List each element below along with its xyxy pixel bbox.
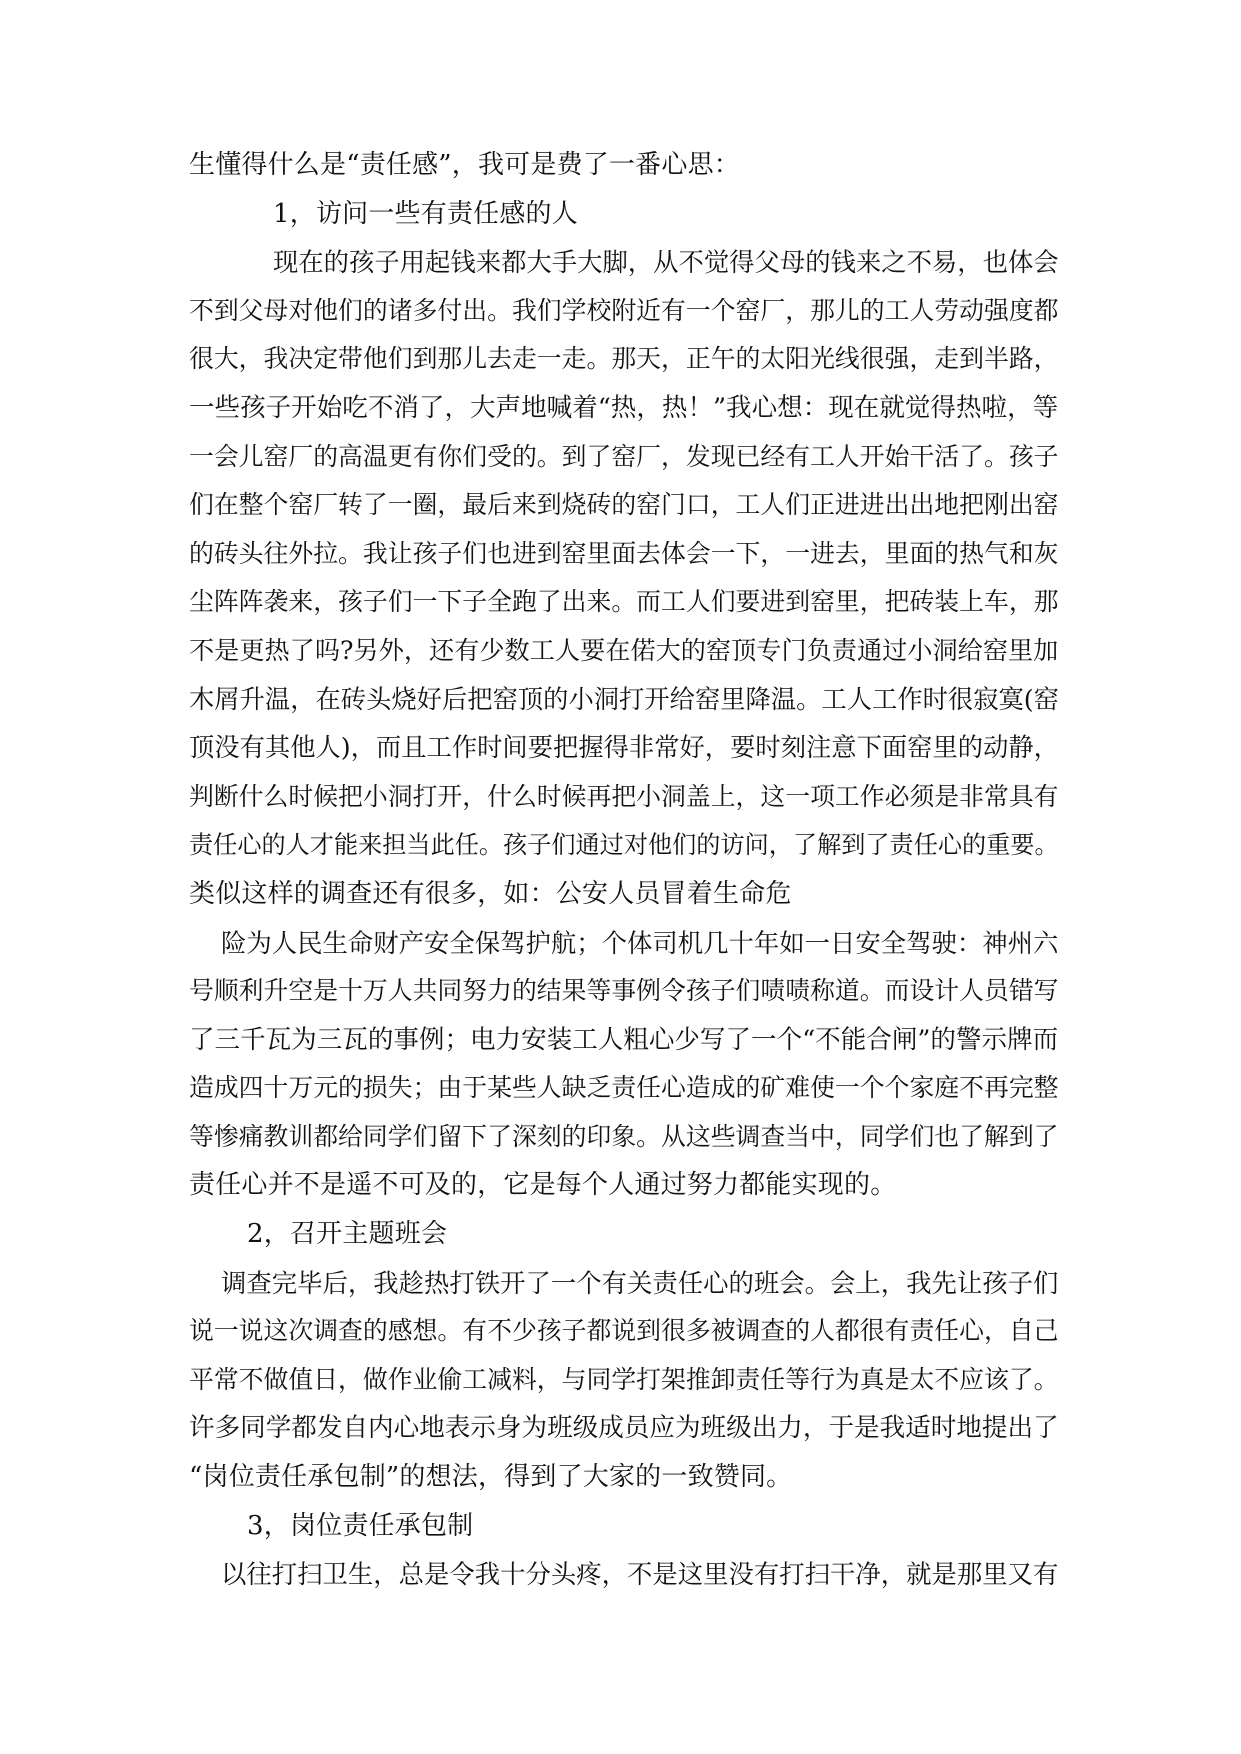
text-line: 顶没有其他人)，而且工作时间要把握得非常好，要时刻注意下面窑里的动静， <box>189 733 1059 763</box>
text-line: 以往打扫卫生，总是令我十分头疼，不是这里没有打扫干净，就是那里又有 <box>221 1559 1059 1590</box>
text-line: 判断什么时候把小洞打开，什么时候再把小洞盖上，这一项工作必须是非常具有 <box>189 781 1059 811</box>
text-line: 险为人民生命财产安全保驾护航；个体司机几十年如一日安全驾驶：神州六 <box>221 927 1059 958</box>
body-text <box>189 141 1059 1599</box>
text-line: 号顺利升空是十万人共同努力的结果等事例令孩子们啧啧称道。而设计人员错写 <box>189 976 1059 1006</box>
text-line: 一会儿窑厂的高温更有你们受的。到了窑厂，发现已经有工人开始干活了。孩子 <box>189 441 1059 471</box>
text-line: 造成四十万元的损失；由于某些人缺乏责任心造成的矿难使一个个家庭不再完整 <box>189 1073 1059 1103</box>
text-line: 现在的孩子用起钱来都大手大脚，从不觉得父母的钱来之不易，也体会 <box>273 247 1059 278</box>
text-line: 许多同学都发自内心地表示身为班级成员应为班级出力，于是我适时地提出了 <box>189 1413 1059 1444</box>
text-line: 调查完毕后，我趁热打铁开了一个有关责任心的班会。会上，我先让孩子们 <box>221 1267 1059 1298</box>
text-line: 生懂得什么是“责任感”，我可是费了一番心思： <box>189 150 740 180</box>
section-heading-2: 2，召开主题班会 <box>247 1219 448 1250</box>
text-line: 木屑升温，在砖头烧好后把窑顶的小洞打开给窑里降温。工人工作时很寂寞(窑 <box>189 684 1059 714</box>
text-line: “岗位责任承包制”的想法，得到了大家的一致赞同。 <box>189 1462 793 1493</box>
text-line: 说一说这次调查的感想。有不少孩子都说到很多被调查的人都很有责任心，自己 <box>189 1316 1059 1346</box>
text-line: 类似这样的调查还有很多，如：公安人员冒着生命危 <box>189 878 792 909</box>
section-heading-1: 1，访问一些有责任感的人 <box>273 198 578 229</box>
text-line: 的砖头往外拉。我让孩子们也进到窑里面去体会一下，一进去，里面的热气和灰 <box>189 538 1059 568</box>
text-line: 责任心的人才能来担当此任。孩子们通过对他们的访问，了解到了责任心的重要。 <box>189 831 1059 860</box>
section-heading-3: 3，岗位责任承包制 <box>247 1510 474 1541</box>
text-line: 尘阵阵袭来，孩子们一下子全跑了出来。而工人们要进到窑里，把砖装上车，那 <box>189 587 1059 617</box>
text-line: 不到父母对他们的诸多付出。我们学校附近有一个窑厂，那儿的工人劳动强度都 <box>189 295 1059 325</box>
text-line: 不是更热了吗?另外，还有少数工人要在偌大的窑顶专门负责通过小洞给窑里加 <box>189 635 1059 665</box>
text-line: 很大，我决定带他们到那儿去走一走。那天，正午的太阳光线很强，走到半路， <box>189 344 1059 374</box>
text-line: 平常不做值日，做作业偷工减料，与同学打架推卸责任等行为真是太不应该了。 <box>189 1364 1059 1394</box>
text-line: 责任心并不是遥不可及的，它是每个人通过努力都能实现的。 <box>189 1170 897 1201</box>
text-line: 们在整个窑厂转了一圈，最后来到烧砖的窑门口，工人们正进进出出地把刚出窑 <box>189 490 1059 520</box>
text-line: 一些孩子开始吃不消了，大声地喊着“热，热！”我心想：现在就觉得热啦，等 <box>189 392 1059 423</box>
text-line: 了三千瓦为三瓦的事例；电力安装工人粗心少写了一个“不能合闸”的警示牌而 <box>189 1024 1059 1055</box>
text-line: 等惨痛教训都给同学们留下了深刻的印象。从这些调查当中，同学们也了解到了 <box>189 1121 1059 1151</box>
